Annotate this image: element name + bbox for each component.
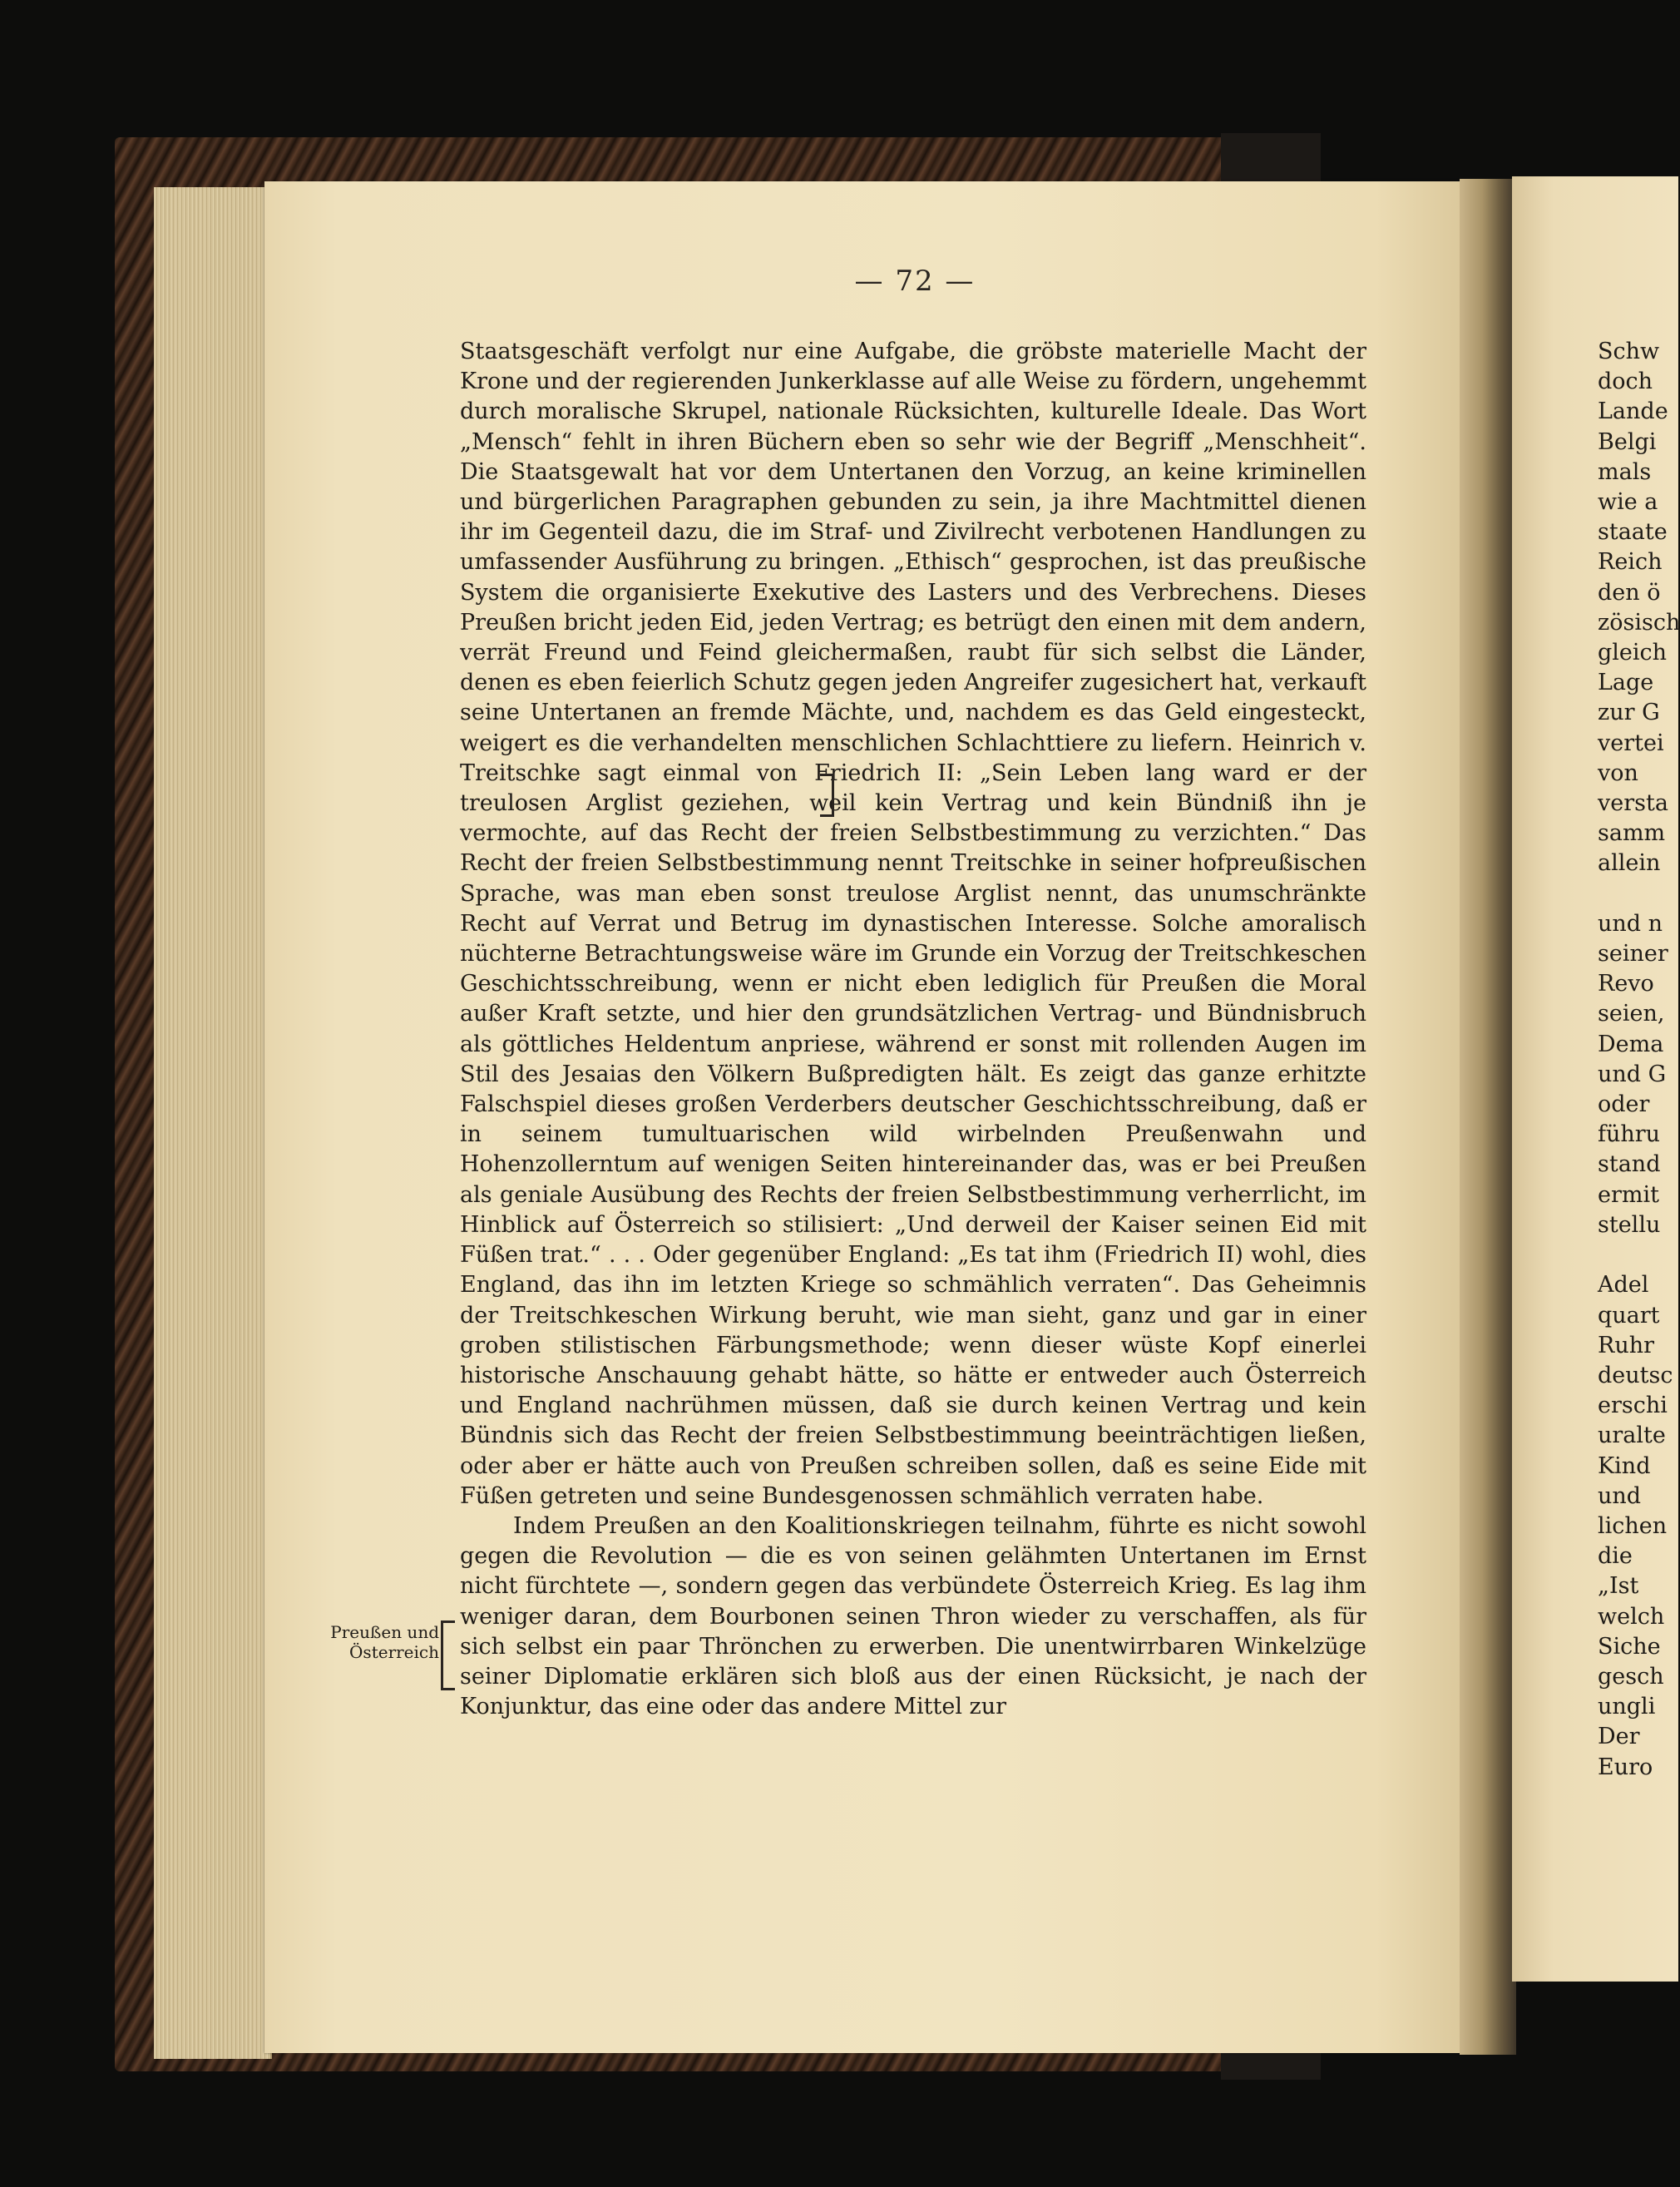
- facing-page-line: von: [1598, 760, 1638, 786]
- facing-page-line: allein: [1598, 850, 1661, 877]
- facing-page-line: Schw: [1598, 339, 1660, 364]
- book-gutter: [1460, 179, 1516, 2055]
- facing-page-line: den ö: [1598, 579, 1661, 606]
- page-number: — 72 —: [854, 265, 976, 298]
- facing-page-line: mals: [1598, 458, 1652, 485]
- facing-page-line: erschi: [1598, 1393, 1668, 1419]
- facing-page-line: Lande: [1598, 398, 1668, 425]
- facing-page-line: seien,: [1598, 1001, 1665, 1027]
- facing-page-line: Reich: [1598, 549, 1663, 576]
- facing-page-line: uralte: [1598, 1423, 1666, 1449]
- facing-page-line: staate: [1598, 519, 1668, 546]
- facing-page-line: zur G: [1598, 700, 1660, 726]
- facing-page-line: Der: [1598, 1724, 1640, 1750]
- facing-page-line: Lage: [1598, 670, 1654, 696]
- facing-page-line: doch: [1598, 369, 1653, 395]
- facing-page-line: versta: [1598, 790, 1668, 817]
- facing-page-line: Adel: [1598, 1272, 1649, 1299]
- facing-page-line: Euro: [1598, 1754, 1653, 1780]
- facing-page-line: „Ist: [1598, 1573, 1639, 1600]
- facing-page-line: quart: [1598, 1302, 1660, 1329]
- facing-page-line: vertei: [1598, 730, 1664, 756]
- facing-page-line: deutsc: [1598, 1362, 1673, 1388]
- facing-page-line: und n: [1598, 910, 1663, 937]
- margin-note: Preußen und Österreich: [330, 1622, 439, 1662]
- facing-page-line: gleich: [1598, 640, 1668, 666]
- facing-page-line: die: [1598, 1543, 1633, 1570]
- facing-page-line: Belgi: [1598, 428, 1657, 455]
- paragraph-1: Staatsgeschäft verfolgt nur eine Aufgabe, die gröbste materielle Macht der Krone und der regierenden Junkerklasse auf alle Weise zu fördern, ungehemmt durch moralische Skrupel, nationale Rücksichten, kulturelle Ideale. Das Wort „Mensch“ fehlt in ihren Büchern eben so sehr wie der Begriff „Menschheit“. Die Staatsgewalt hat vor dem Untertanen den Vorzug, an keine kriminellen und bürgerlichen Paragraphen gebunden zu sein, ja ihre Machtmittel dienen ihr im Gegenteil dazu, die im Straf- und Zivilrecht verbotenen Handlungen zu umfassender Ausführung zu bringen. „Ethisch“ gesprochen, ist das preußische System die organisierte Exekutive des Lasters und des Verbrechens. Dieses Preußen bricht jeden Eid, jeden Vertrag; es betrügt den einen mit dem andern, verrät Freund und Feind gleichermaßen, raubt für sich selbst die Länder, denen es eben feierlich Schutz gegen jeden Angreifer zugesichert hat, verkauft seine Untertanen an fremde Mächte, und, nachdem es das Geld eingesteckt, weigert es die verhandelten menschlichen Schlachttiere zu liefern. Heinrich v. Treitschke sagt einmal von Friedrich II: „Sein Leben lang ward er der treulosen Arglist geziehen, weil kein Vertrag und kein Bündniß ihn je vermochte, auf das Recht der freien Selbstbestimmung zu verzichten.“ Das Recht der freien Selbstbestimmung nennt Treitschke in seiner hofpreußischen Sprache, was man eben sonst treulose Arglist nennt, das unumschränkte Recht auf Verrat und Betrug im dynastischen Interesse. Solche amoralisch nüchterne Betrachtungsweise wäre im Grunde ein Vorzug der Treitschkeschen Geschichtsschreibung, wenn er nicht eben lediglich für Preußen die Moral außer Kraft setzte, und hier den grundsätzlichen Vertrag- und Bündnisbruch als göttliches Heldentum anpriese, während er sonst mit rollenden Augen im Stil des Jesaias den Völkern Bußpredigten hält. Es zeigt das ganze erhitzte Falschspiel dieses großen Verderbers deutscher Geschichtsschreibung, daß er in seinem tumultuarischen wild wirbelnden Preußenwahn und Hohenzollerntum auf wenigen Seiten hintereinander das, was er bei Preußen als geniale Ausübung des Rechts der freien Selbstbestimmung verherrlicht, im Hinblick auf Österreich so stilisiert: „Und derweil der Kaiser seinen Eid mit Füßen trat.“ . . . Oder gegenüber England: „Es tat ihm (Friedrich II) wohl, dies England, das ihn im letzten Kriege so schmählich verraten“. Das Geheimnis der Treitschkeschen Wirkung beruht, wie man sieht, ganz und gar in einer groben stilistischen Färbungsmethode; wenn dieser wüste Kopf einerlei historische Anschauung gehabt hätte, so hätte er entweder auch Österreich und England nachrühmen müssen, daß sie durch keinen Vertrag und kein Bündnis sich das Recht der freien Selbstbestimmung beeinträchtigen ließen, oder aber er hätte auch von Preußen schreiben sollen, daß es seine Eide mit Füßen getreten und seine Bundesgenossen schmählich verraten habe.: [460, 339, 1366, 1509]
- facing-page-line: Revo: [1598, 971, 1654, 997]
- facing-page-line: ermit: [1598, 1181, 1659, 1208]
- facing-page-line: Dema: [1598, 1031, 1664, 1057]
- facing-page-line: lichen: [1598, 1512, 1668, 1539]
- paragraph-2: Indem Preußen an den Koalitionskriegen teilnahm, führte es nicht sowohl gegen die Revolution — die es von seinen gelähmten Untertanen im Ernst nicht fürchtete —, sondern gegen das verbündete Österreich Krieg. Es lag ihm weniger daran, dem Bourbonen seinen Thron wieder zu verschaffen, als für sich selbst ein paar Thrönchen zu erwerben. Die unentwirrbaren Winkelzüge seiner Diplomatie erklären sich bloß aus der einen Rücksicht, je nach der Konjunktur, das eine oder das andere Mittel zur: [460, 1512, 1366, 1720]
- facing-page-line: samm: [1598, 820, 1666, 847]
- facing-page-line: oder: [1598, 1091, 1650, 1118]
- facing-page-line: [1598, 879, 1664, 909]
- facing-page-line: stand: [1598, 1151, 1661, 1178]
- facing-page-line: wie a: [1598, 489, 1658, 516]
- facing-page-line: stellu: [1598, 1211, 1661, 1238]
- pencil-bracket-mark: [820, 774, 834, 817]
- facing-page-line: Siche: [1598, 1633, 1661, 1660]
- facing-page-line: seiner: [1598, 941, 1668, 967]
- facing-page-line: führu: [1598, 1121, 1661, 1148]
- facing-page-line: gesch: [1598, 1663, 1664, 1690]
- facing-page-line: Kind: [1598, 1452, 1651, 1479]
- page-edges: [154, 187, 272, 2059]
- body-text: [460, 337, 1366, 1722]
- facing-page-line: Ruhr: [1598, 1332, 1655, 1358]
- facing-page-line: welch: [1598, 1603, 1665, 1630]
- facing-page-line: und G: [1598, 1061, 1667, 1087]
- facing-page-line: [1598, 1240, 1664, 1270]
- facing-page-line: zösisch: [1598, 609, 1680, 636]
- facing-page-line: ungli: [1598, 1694, 1656, 1720]
- facing-page-line: und: [1598, 1482, 1642, 1509]
- margin-bracket: [441, 1620, 455, 1690]
- facing-page-text: [1598, 337, 1680, 1783]
